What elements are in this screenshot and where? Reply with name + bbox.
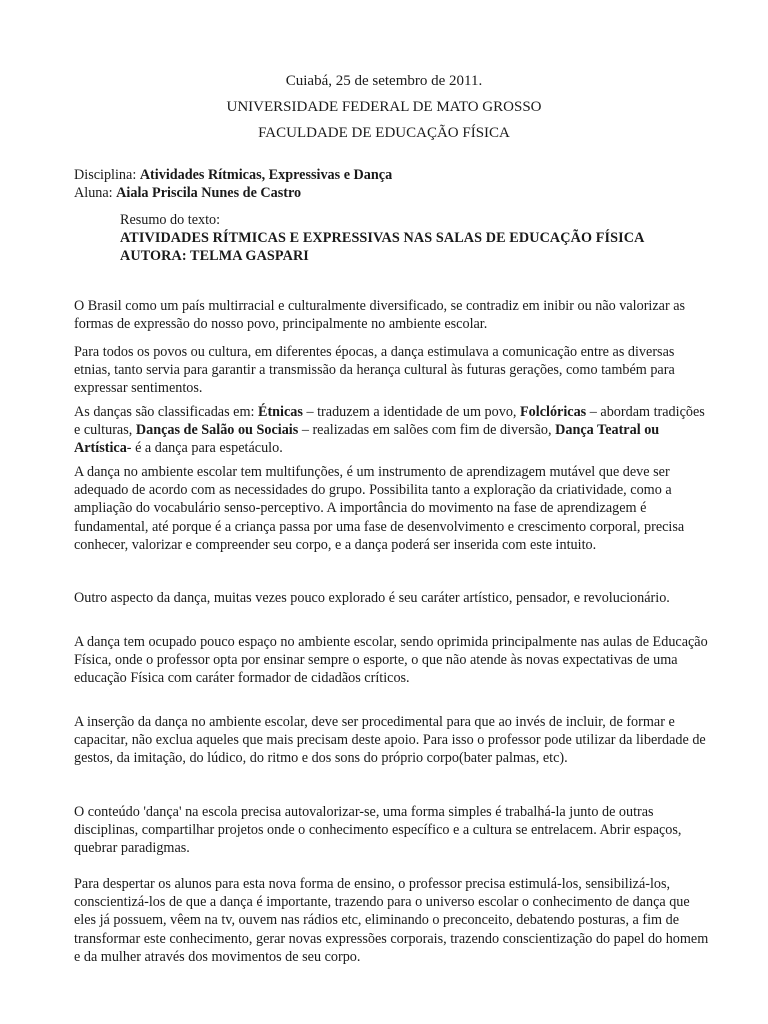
p3-etnicas: Étnicas (257, 404, 303, 420)
p3-text-c: – traduzem a identidade de um povo, (302, 404, 521, 420)
student-value: Aiala Priscila Nunes de Castro (116, 185, 302, 201)
university-name: UNIVERSIDADE FEDERAL DE MATO GROSSO (226, 99, 542, 115)
paragraph-6: A dança tem ocupado pouco espaço no ambiente escolar, sendo oprimida principalmente nas aulas de Educação Física, onde o professor opta por ensinar sempre o esporte, o que não atende às novas expectativas de uma educação Física com caráter formador de cidadãos críticos. (74, 634, 708, 687)
student-line (74, 184, 714, 202)
p3-text-g: – realizadas em salões com fim de diversão, (298, 422, 556, 439)
p3-text-e: – abordam tradições e culturas, (74, 404, 705, 439)
summary-title: ATIVIDADES RÍTMICAS E EXPRESSIVAS NAS SALAS DE EDUCAÇÃO FÍSICA (120, 230, 645, 246)
summary-author: AUTORA: TELMA GASPARI (120, 248, 309, 264)
discipline-value: Atividades Rítmicas, Expressivas e Dança (139, 167, 393, 183)
paragraph-8: O conteúdo 'dança' na escola precisa autovalorizar-se, uma forma simples é trabalhá-la junto de outras disciplinas, compartilhar projetos onde o conhecimento específico e a cultura se entrelacem. Abrir espaços, quebrar paradigmas. (74, 804, 682, 857)
summary-label: Resumo do texto: (120, 212, 221, 228)
paragraph-2: Para todos os povos ou cultura, em diferentes épocas, a dança estimulava a comunicação entre as diversas etnias, tanto servia para garantir a transmissão da herança cultural às futuras gerações, como também para expressar sentimentos. (74, 344, 675, 397)
paragraph-1: O Brasil como um país multirracial e culturalmente diversificado, se contradiz em inibir ou não valorizar as formas de expressão do nosso povo, principalmente no ambiente escolar. (74, 298, 686, 333)
p3-salao: Danças de Salão ou Sociais (135, 422, 299, 439)
faculty-name: FACULDADE DE EDUCAÇÃO FÍSICA (258, 125, 510, 141)
paragraph-9: Para despertar os alunos para esta nova forma de ensino, o professor precisa estimulá-los, sensibilizá-los, conscientizá-los de que a dança é importante, trazendo para o universo escolar o conhecimento de dança que eles já possuem, vêem na tv, ouvem nas rádios etc, eliminando o preconceito, debatendo posturas, a fim de transformar este conhecimento, gerar novas expressões corporais, trazendo conscientização do papel do homem e da mulher através dos movimentos de seu corpo. (74, 876, 709, 965)
date-line: Cuiabá, 25 de setembro de 2011. (285, 73, 483, 89)
paragraph-4: A dança no ambiente escolar tem multifunções, é um instrumento de aprendizagem mutável que deve ser adequado de acordo com as necessidades do grupo. Possibilita tanto a exploração da criatividade, como a ampliação do vocabulário senso-perceptivo. A importância do movimento na fase de aprendizagem é fundamental, até porque é a criança passa por uma fase de desenvolvimento e crescimento corporal, precisa conhecer, valorizar e compreender seu corpo, e a dança poderá ser inserida com este intuito. (74, 464, 685, 553)
paragraph-7: A inserção da dança no ambiente escolar, deve ser procedimental para que ao invés de incluir, de formar e capacitar, não exclua aqueles que mais precisam deste apoio. Para isso o professor pode utilizar da liberdade de gestos, da imitação, do lúdico, do ritmo e dos sons do próprio corpo(bater palmas, etc). (74, 714, 706, 767)
paragraph-5: Outro aspecto da dança, muitas vezes pouco explorado é seu caráter artístico, pensador, e revolucionário. (74, 590, 670, 606)
student-label: Aluna: (74, 185, 117, 201)
discipline-label: Disciplina: (74, 167, 140, 183)
p3-text-i: - é a dança para espetáculo. (126, 440, 283, 457)
p3-folcloricas: Folclóricas (520, 404, 587, 420)
paragraph-3 (74, 403, 714, 458)
p3-text-a: As danças são classificadas em: (74, 404, 258, 420)
discipline-line (74, 166, 714, 184)
p3-teatral: Dança Teatral ou Artística (74, 422, 660, 457)
